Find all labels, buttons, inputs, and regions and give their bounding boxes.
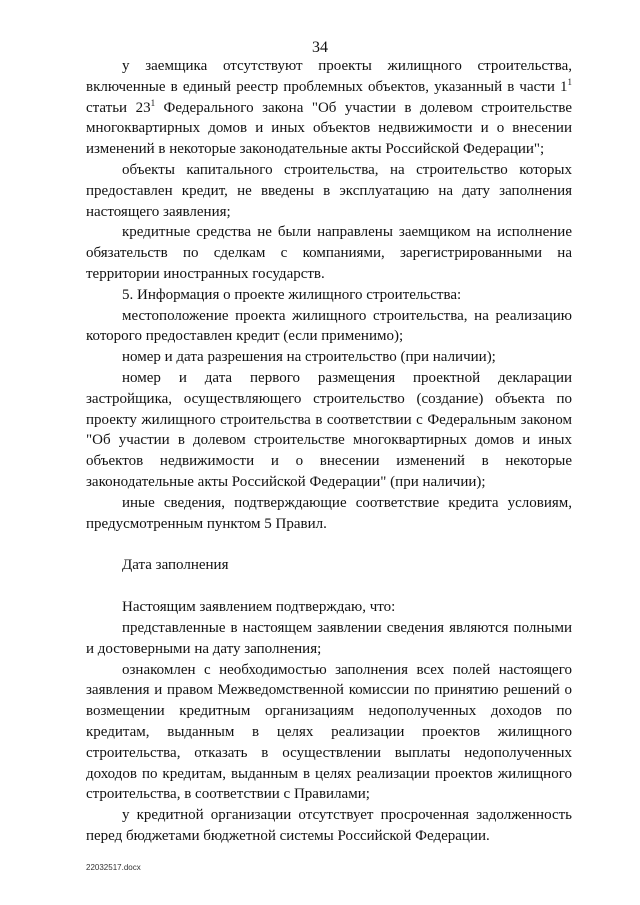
text-segment: Федерального закона "Об участии в долевом строительстве многоквартирных домов и иных объектов недвижимости и о внесении изменений в некоторые законодательные акты Российской Федерации"; [86,99,573,158]
paragraph-confirmation-intro: Настоящим заявлением подтверждаю, что: [122,599,396,616]
superscript: 1 [150,97,156,108]
paragraph-data-complete: представленные в настоящем заявлении сведения являются полными и достоверными на дату заполнения; [86,619,572,657]
file-name-footer: 22032517.docx [86,863,141,872]
section-heading-5: 5. Информация о проекте жилищного строительства: [122,286,462,303]
paragraph-capital-construction: объекты капитального строительства, на строительство которых предоставлен кредит, не введены в эксплуатацию на дату заполнения настоящего заявления; [86,161,572,220]
paragraph-acknowledgement: ознакомлен с необходимостью заполнения всех полей настоящего заявления и правом Межведомственной комиссии по принятию решений о возмещении кредитным организациям недополученных доходов по кредитам, выданным в целях реализации проектов жилищного строительства, отказать в осуществлении выплаты недополученных доходов по кредитам, выданным в целях реализации проектов жилищного строительства, в соответствии с Правилами; [86,661,572,803]
paragraph-no-problem-projects [86,56,572,160]
spacer [86,576,572,597]
spacer [86,534,572,555]
superscript: 1 [567,76,572,87]
document-body [86,56,572,847]
paragraph-foreign-companies: кредитные средства не были направлены заемщиком на исполнение обязательств по сделкам с компаниями, зарегистрированными на территории иностранных государств. [86,224,572,282]
paragraph-other-info: иные сведения, подтверждающие соответствие кредита условиям, предусмотренным пунктом 5 Правил. [86,494,572,532]
paragraph-declaration: номер и дата первого размещения проектной декларации застройщика, осуществляющего строительство (создание) объекта по проекту жилищного строительства в соответствии с Федеральным законом "Об участии в долевом строительстве многоквартирных домов и иных объектов недвижимости и о внесении изменений в некоторые законодательные акты Российской Федерации" (при наличии); [86,369,572,490]
page-number: 34 [312,39,328,56]
paragraph-project-location: местоположение проекта жилищного строительства, на реализацию которого предоставлен кредит (если применимо); [86,307,572,345]
fill-date-label: Дата заполнения [122,557,229,574]
paragraph-permit: номер и дата разрешения на строительство (при наличии); [122,349,496,366]
text-segment: у заемщика отсутствуют проекты жилищного строительства, включенные в единый реестр проблемных объектов, указанный в части 1 [86,58,572,95]
paragraph-no-debt: у кредитной организации отсутствует просроченная задолженность перед бюджетами бюджетной системы Российской Федерации. [86,807,572,844]
text-segment: статьи 23 [86,99,151,116]
